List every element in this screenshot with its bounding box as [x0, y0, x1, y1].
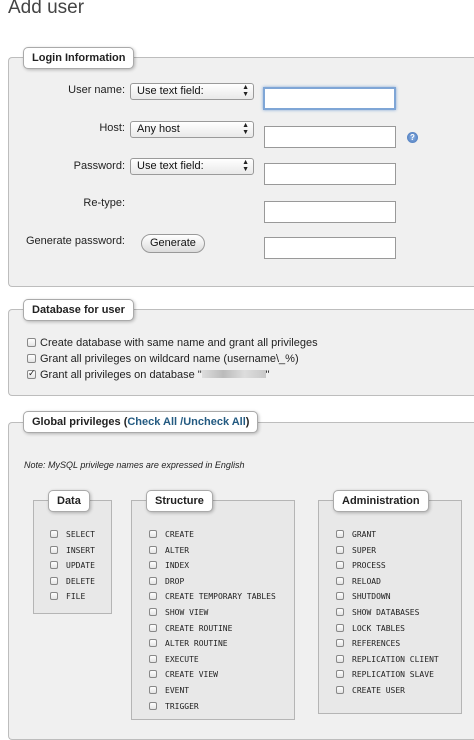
database-privileges-checkbox[interactable] [27, 370, 36, 379]
page-title: Add user [8, 0, 85, 18]
privilege-label: DELETE [66, 576, 95, 586]
privilege-item[interactable] [50, 577, 95, 587]
password-input[interactable] [264, 163, 396, 185]
uncheck-all-link[interactable]: Uncheck All [183, 416, 246, 428]
host-input[interactable] [264, 126, 396, 148]
structure-group-legend: Structure [146, 490, 213, 512]
global-privileges-legend-suffix: ) [245, 416, 250, 428]
database-privileges-suffix: " [265, 369, 270, 381]
privilege-label: REFERENCES [352, 639, 401, 649]
generate-button[interactable]: Generate [141, 234, 205, 253]
privilege-item[interactable] [149, 655, 199, 665]
retype-label: Re-type: [83, 197, 125, 209]
create-database-option[interactable] [27, 337, 318, 351]
create-database-checkbox[interactable] [27, 338, 36, 347]
privilege-checkbox[interactable] [149, 686, 157, 694]
privilege-item[interactable] [149, 670, 218, 680]
retype-input[interactable] [264, 201, 396, 223]
privilege-checkbox[interactable] [336, 608, 344, 616]
privilege-item[interactable] [336, 655, 439, 665]
data-group-legend: Data [48, 490, 90, 512]
privilege-item[interactable] [149, 530, 194, 540]
updown-arrows-icon: ▲ ▼ [242, 159, 249, 173]
privilege-checkbox[interactable] [50, 592, 58, 600]
username-select[interactable] [130, 83, 254, 100]
privilege-checkbox[interactable] [149, 592, 157, 600]
privilege-checkbox[interactable] [336, 561, 344, 569]
privilege-label: LOCK TABLES [352, 623, 405, 633]
privilege-label: SHOW VIEW [165, 608, 209, 617]
privilege-label: REPLICATION SLAVE [352, 670, 434, 680]
privilege-label: UPDATE [66, 561, 95, 571]
privilege-item[interactable] [149, 702, 199, 712]
privilege-checkbox[interactable] [149, 639, 157, 647]
create-database-label: Create database with same name and grant all privileges [40, 337, 318, 349]
password-label: Password: [73, 160, 125, 172]
privilege-item[interactable] [149, 639, 228, 649]
privilege-label: TRIGGER [165, 701, 199, 711]
privilege-item[interactable] [336, 546, 376, 556]
updown-arrows-icon: ▲ ▼ [242, 122, 249, 136]
username-select-value: Use text field: [137, 85, 204, 97]
privilege-checkbox[interactable] [336, 546, 344, 554]
privilege-item[interactable] [149, 686, 189, 696]
privilege-checkbox[interactable] [50, 530, 58, 538]
privilege-label: EXECUTE [165, 654, 199, 664]
help-icon[interactable]: ? [407, 132, 418, 143]
privilege-item[interactable] [50, 592, 85, 602]
privilege-label: GRANT [352, 530, 377, 539]
password-select[interactable] [130, 158, 254, 175]
privilege-item[interactable] [336, 592, 391, 602]
privilege-checkbox[interactable] [50, 561, 58, 569]
privilege-checkbox[interactable] [336, 592, 344, 600]
privilege-item[interactable] [50, 530, 95, 540]
privilege-label: CREATE ROUTINE [165, 623, 233, 633]
privilege-checkbox[interactable] [336, 655, 344, 663]
privilege-item[interactable] [336, 561, 386, 571]
privilege-checkbox[interactable] [336, 670, 344, 678]
privilege-checkbox[interactable] [336, 577, 344, 585]
privilege-checkbox[interactable] [336, 639, 344, 647]
privilege-item[interactable] [336, 624, 405, 634]
privilege-label: REPLICATION CLIENT [352, 654, 439, 664]
global-privileges-legend-prefix: Global privileges ( [32, 416, 128, 428]
privilege-item[interactable] [336, 608, 419, 618]
privilege-item[interactable] [149, 561, 189, 571]
privilege-label: ALTER [165, 545, 190, 555]
wildcard-privileges-checkbox[interactable] [27, 354, 36, 363]
privilege-checkbox[interactable] [149, 655, 157, 663]
privilege-checkbox[interactable] [336, 624, 344, 632]
privilege-item[interactable] [336, 530, 376, 540]
privilege-checkbox[interactable] [149, 670, 157, 678]
privilege-label: EVENT [165, 686, 190, 695]
privilege-label: INSERT [66, 545, 95, 555]
login-information-legend: Login Information [23, 47, 134, 69]
redacted-database-name [202, 370, 266, 378]
privilege-checkbox[interactable] [149, 702, 157, 710]
check-all-link[interactable]: Check All [127, 416, 178, 428]
privilege-item[interactable] [336, 639, 400, 649]
privilege-checkbox[interactable] [336, 530, 344, 538]
privilege-label: ALTER ROUTINE [165, 639, 228, 649]
administration-group-legend: Administration [333, 490, 429, 512]
privilege-item[interactable] [149, 592, 276, 602]
privilege-checkbox[interactable] [149, 608, 157, 616]
wildcard-privileges-option[interactable] [27, 353, 299, 367]
privilege-label: SELECT [66, 530, 95, 539]
privilege-label: SHUTDOWN [352, 592, 391, 602]
privilege-checkbox[interactable] [336, 686, 344, 694]
privilege-label: RELOAD [352, 576, 381, 586]
privilege-item[interactable] [149, 577, 184, 587]
privilege-label: SUPER [352, 545, 377, 555]
privilege-checkbox[interactable] [149, 546, 157, 554]
separator: / [177, 416, 184, 428]
generated-password-input[interactable] [264, 237, 396, 259]
database-for-user-legend: Database for user [23, 299, 134, 321]
privilege-item[interactable] [50, 561, 95, 571]
privilege-note: Note: MySQL privilege names are expressed in English [24, 460, 245, 470]
privilege-item[interactable] [149, 624, 232, 634]
privilege-checkbox[interactable] [50, 546, 58, 554]
host-select-value: Any host [137, 123, 180, 135]
privilege-label: CREATE VIEW [165, 670, 218, 680]
privilege-item[interactable] [50, 546, 95, 556]
wildcard-privileges-label: Grant all privileges on wildcard name (username\_%) [40, 353, 299, 365]
privilege-label: FILE [66, 592, 86, 602]
privilege-checkbox[interactable] [149, 561, 157, 569]
updown-arrows-icon: ▲ ▼ [242, 84, 249, 98]
privilege-label: DROP [165, 576, 185, 586]
privilege-item[interactable] [336, 577, 381, 587]
privilege-label: CREATE TEMPORARY TABLES [165, 592, 276, 602]
password-select-value: Use text field: [137, 160, 204, 172]
username-input[interactable] [263, 87, 396, 110]
privilege-label: PROCESS [352, 561, 386, 571]
privilege-item[interactable] [149, 608, 208, 618]
database-privileges-option[interactable] [27, 369, 270, 383]
privilege-item[interactable] [336, 670, 434, 680]
privilege-item[interactable] [336, 686, 405, 696]
privilege-label: SHOW DATABASES [352, 608, 420, 617]
host-label: Host: [99, 122, 125, 134]
privilege-checkbox[interactable] [149, 530, 157, 538]
host-select[interactable] [130, 121, 254, 138]
database-privileges-label: Grant all privileges on database " [40, 369, 202, 381]
privilege-item[interactable] [149, 546, 189, 556]
privilege-checkbox[interactable] [149, 624, 157, 632]
privilege-checkbox[interactable] [50, 577, 58, 585]
privilege-label: INDEX [165, 561, 190, 571]
global-privileges-legend [23, 411, 258, 433]
generate-password-label: Generate password: [25, 235, 125, 247]
privilege-label: CREATE [165, 530, 194, 539]
username-label: User name: [68, 84, 125, 96]
privilege-label: CREATE USER [352, 686, 405, 695]
privilege-checkbox[interactable] [149, 577, 157, 585]
